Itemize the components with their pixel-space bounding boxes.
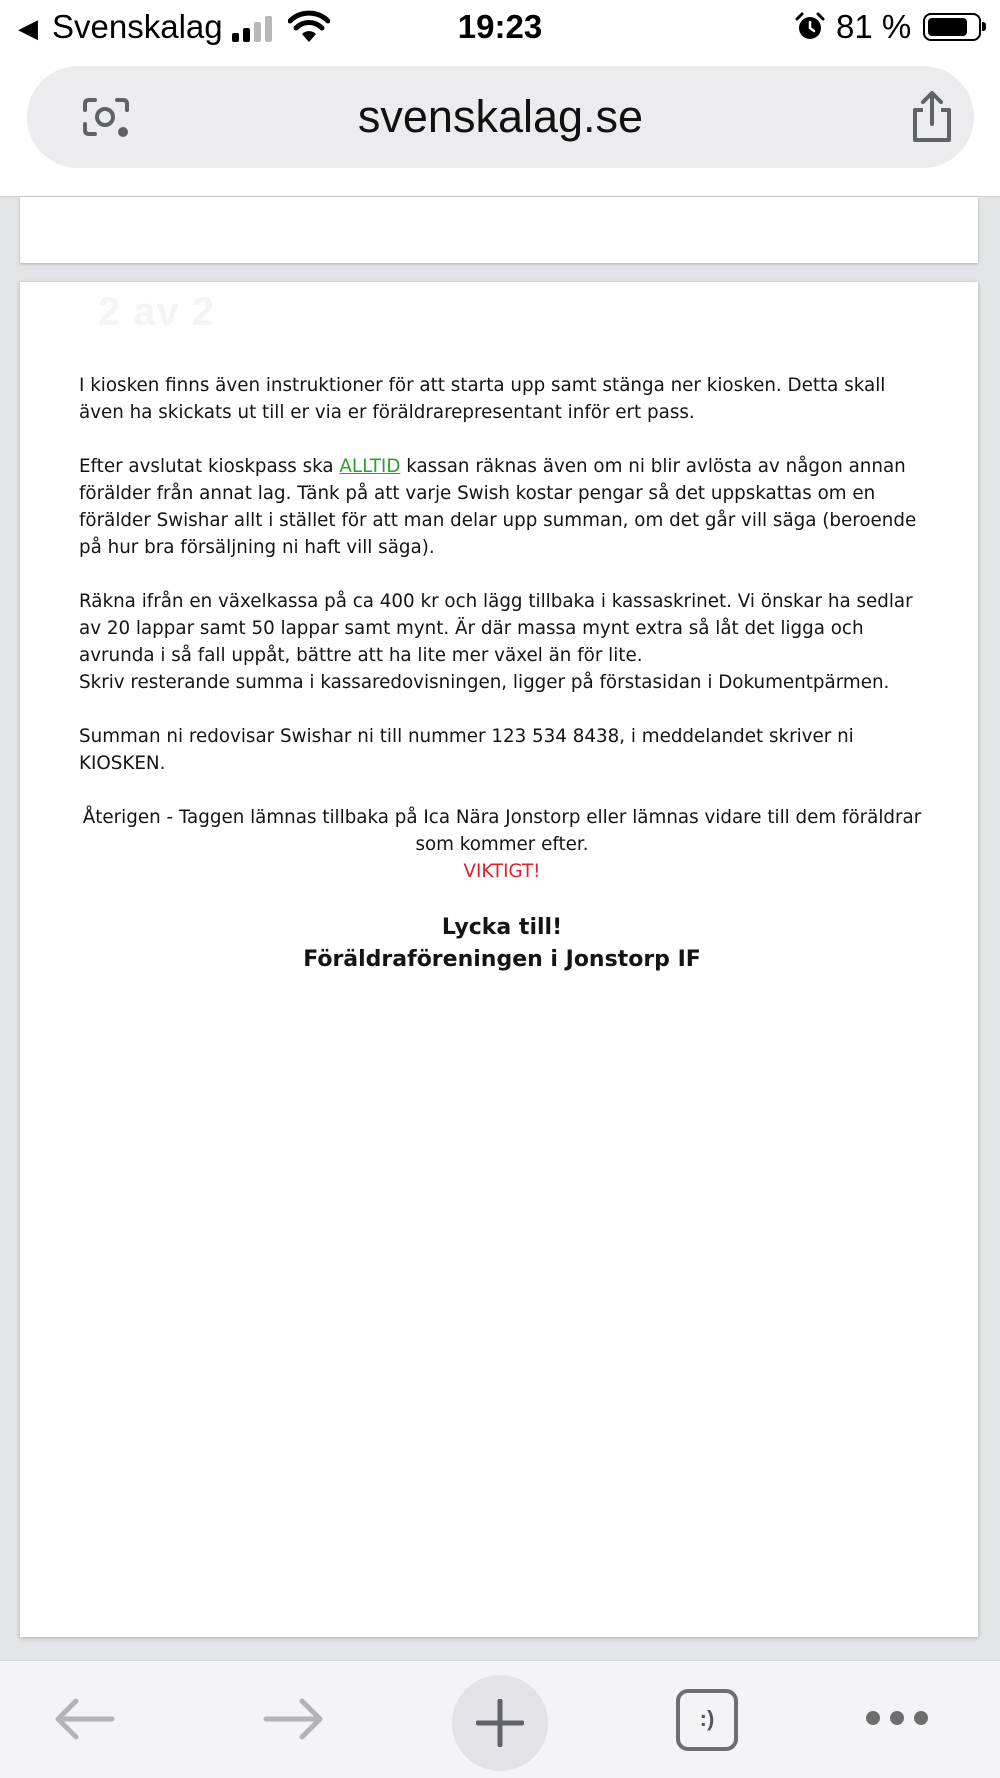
share-icon[interactable]: [909, 90, 955, 144]
previous-page: [20, 197, 978, 263]
browser-toolbar: [0, 1660, 1000, 1778]
status-bar: [0, 0, 1000, 56]
pdf-viewer[interactable]: [0, 197, 1000, 1660]
battery-percentage: 81 %: [836, 8, 912, 45]
alarm-icon: [795, 12, 825, 42]
forward-arrow-icon[interactable]: [262, 1697, 326, 1741]
document-body: [79, 372, 925, 976]
document-page: [20, 282, 978, 1637]
back-to-app-label[interactable]: Svenskalag: [52, 8, 223, 45]
new-tab-button[interactable]: [452, 1675, 548, 1771]
address-bar[interactable]: [27, 66, 974, 168]
paragraph-change-cash: Räkna ifrån en växelkassa på ca 400 kr och lägg tillbaka i kassaskrinet. Vi önskar ha sedlar av 20 lappar samt 50 lappar samt mynt. Är där massa mynt extra så låt det ligga och avrunda i så fall uppåt, bättre att ha lite mer växel än för lite.: [79, 591, 913, 666]
url-text[interactable]: svenskalag.se: [357, 91, 644, 142]
closing-signature: Föräldraföreningen i Jonstorp IF: [303, 947, 701, 972]
plus-icon: [476, 1699, 524, 1747]
paragraph-counting-end: kassan räknas även om ni blir avlösta av någon annan förälder från annat lag. Tänk på att varje Swish kostar pengar så det uppskattas om en förälder Swishar allt i stället för att man delar upp summan, om det går vill säga (beroende på hur bra försäljning ni haft vill säga).: [79, 456, 917, 558]
back-to-app-icon[interactable]: ◀: [18, 13, 38, 43]
tab-switcher-button[interactable]: :): [676, 1689, 738, 1751]
battery-icon: [923, 13, 981, 41]
more-options-icon[interactable]: [866, 1711, 928, 1727]
paragraph-counting-start: Efter avslutat kioskpass ska: [79, 456, 340, 477]
back-arrow-icon[interactable]: [52, 1697, 116, 1741]
paragraph-tag-return: Återigen - Taggen lämnas tillbaka på Ica Nära Jonstorp eller lämnas vidare till dem föräldrar som kommer efter.: [82, 807, 922, 855]
important-label: VIKTIGT!: [463, 861, 541, 882]
page-counter: 2 av 2: [98, 290, 216, 334]
clock: 19:23: [457, 8, 543, 45]
paragraph-swish: Summan ni redovisar Swishar ni till nummer 123 534 8438, i meddelandet skriver ni KIOSKEN.: [79, 726, 854, 774]
paragraph-instructions: I kiosken finns även instruktioner för att starta upp samt stänga ner kiosken. Detta skall även ha skickats ut till er via er föräldrarepresentant inför ert pass.: [79, 375, 886, 423]
paragraph-counting: [79, 453, 925, 561]
paragraph-remaining-sum: Skriv resterande summa i kassaredovisningen, ligger på förstasidan i Dokumentpärmen.: [79, 672, 890, 693]
alltid-link[interactable]: ALLTID: [339, 456, 401, 477]
closing-good-luck: Lycka till!: [441, 915, 563, 940]
